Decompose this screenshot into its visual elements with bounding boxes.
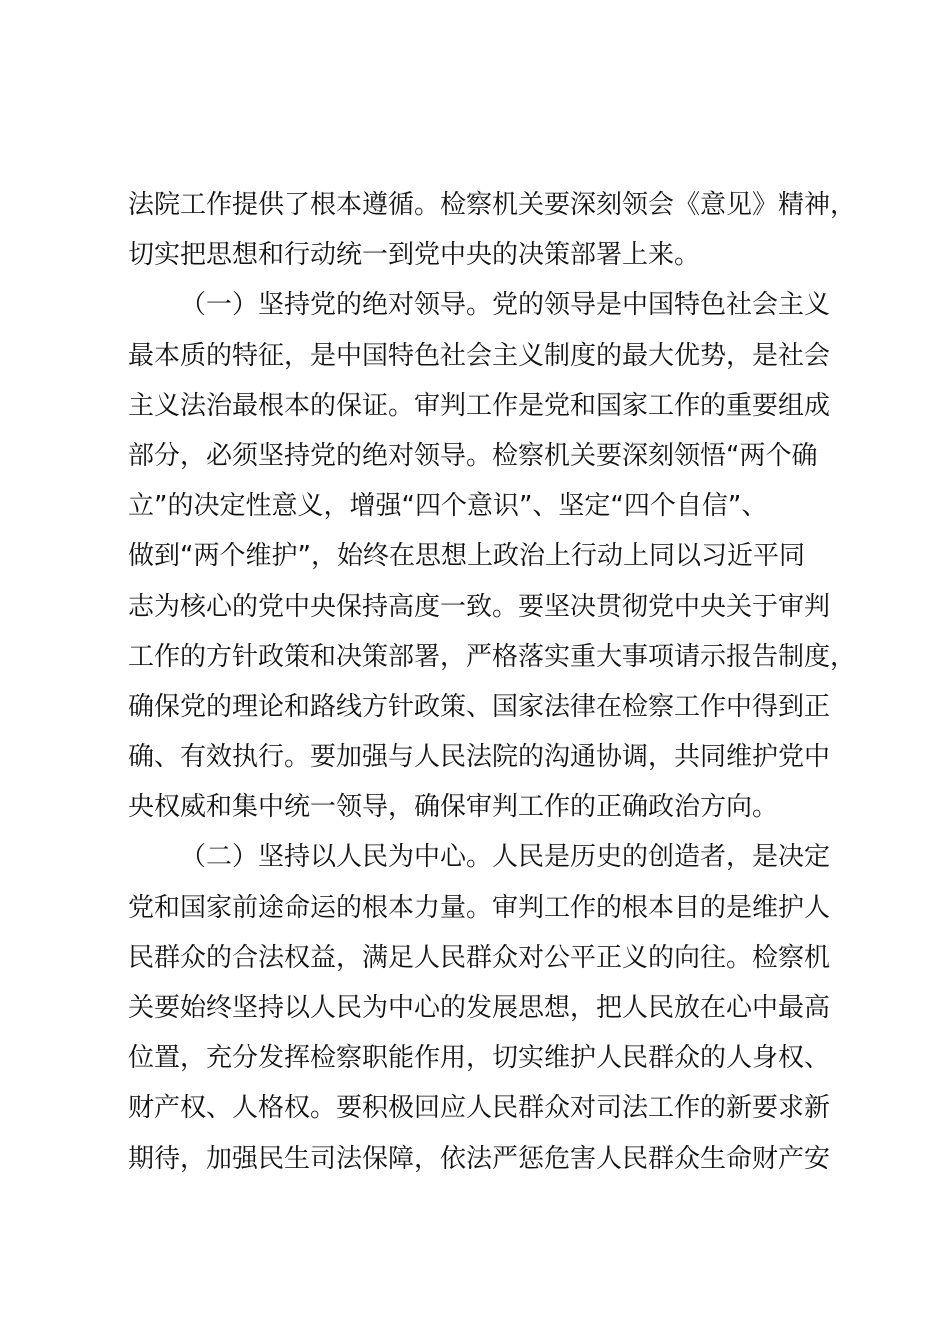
body-text	[128, 180, 857, 1184]
text-line: 最本质的特征，是中国特色社会主义制度的最大优势，是社会	[128, 340, 831, 371]
text-line: 切实把思想和行动统一到党中央的决策部署上来。	[128, 240, 701, 271]
text-line: 央权威和集中统一领导，确保审判工作的正确政治方向。	[128, 792, 779, 823]
text-line: 关要始终坚持以人民为中心的发展思想，把人民放在心中最高	[128, 993, 831, 1023]
text-line: 期待，加强民生司法保障，依法严惩危害人民群众生命财产安	[128, 1143, 831, 1174]
text-line: 立”的决定性意义，增强“四个意识”、坚定“四个自信”、	[128, 491, 768, 522]
text-line: 确保党的理论和路线方针政策、国家法律在检察工作中得到正	[128, 691, 831, 722]
text-line: 党和国家前途命运的根本力量。审判工作的根本目的是维护人	[128, 892, 831, 923]
text-line: 法院工作提供了根本遵循。检察机关要深刻领会《意见》精神，	[128, 190, 857, 220]
text-line: 工作的方针政策和决策部署，严格落实重大事项请示报告制度，	[128, 641, 857, 672]
text-line: 确、有效执行。要加强与人民法院的沟通协调，共同维护党中	[128, 742, 831, 773]
text-line: 财产权、人格权。要积极回应人民群众对司法工作的新要求新	[128, 1093, 831, 1124]
text-line: 部分，必须坚持党的绝对领导。检察机关要深刻领悟“两个确	[128, 440, 818, 471]
text-line: 民群众的合法权益，满足人民群众对公平正义的向往。检察机	[128, 942, 831, 973]
text-line: 位置，充分发挥检察职能作用，切实维护人民群众的人身权、	[128, 1043, 831, 1074]
text-line: 志为核心的党中央保持高度一致。要坚决贯彻党中央关于审判	[128, 591, 831, 622]
section-heading-line: （二）坚持以人民为中心。人民是历史的创造者，是决定	[180, 842, 831, 873]
section-heading-line: （一）坚持党的绝对领导。党的领导是中国特色社会主义	[180, 290, 831, 321]
text-line: 做到“两个维护”，始终在思想上政治上行动上同以习近平同	[128, 541, 805, 572]
text-line: 主义法治最根本的保证。审判工作是党和国家工作的重要组成	[128, 390, 831, 421]
